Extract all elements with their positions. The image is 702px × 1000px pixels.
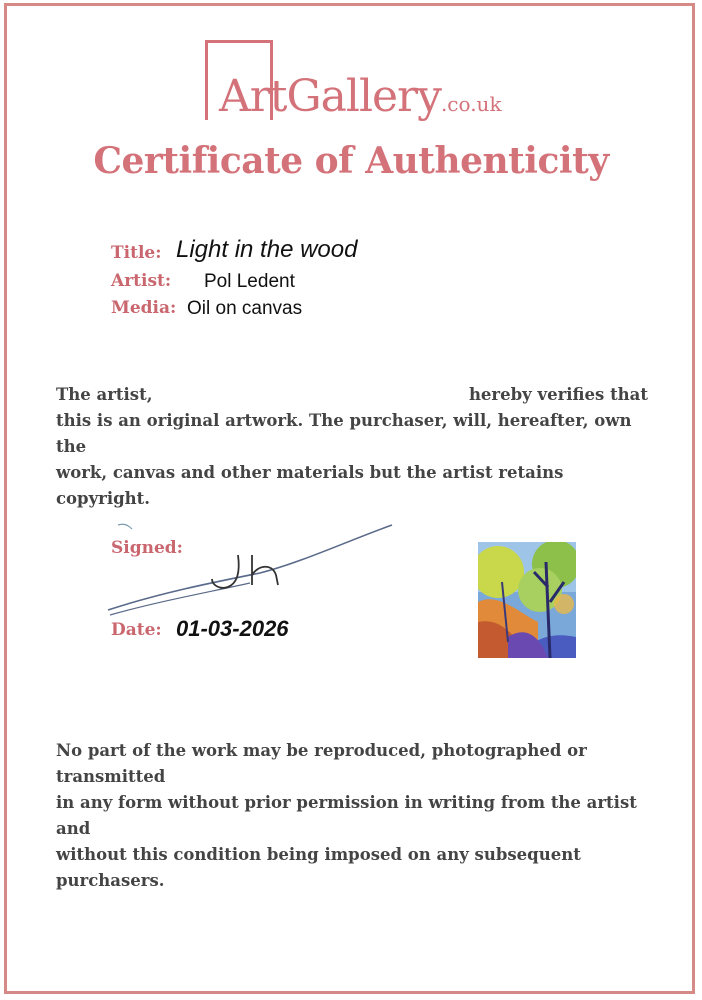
artist-label: Artist: [111, 271, 172, 291]
artgallery-logo [205, 40, 535, 130]
title-label: Title: [111, 243, 162, 263]
logo-brand: ArtGallery [219, 71, 441, 122]
signed-label: Signed: [111, 538, 183, 558]
copyright-notice [56, 738, 648, 894]
title-value: Light in the wood [176, 236, 358, 263]
notice-line3: without this condition being imposed on any subsequent purchasers. [56, 845, 581, 890]
notice-line1: No part of the work may be reproduced, photographed or transmitted [56, 741, 587, 786]
artist-signature [100, 515, 400, 625]
statement-line3: work, canvas and other materials but the artist retains copyright. [56, 463, 564, 508]
notice-line2: in any form without prior permission in writing from the artist and [56, 793, 637, 838]
media-value: Oil on canvas [187, 298, 303, 319]
verification-statement [56, 382, 648, 512]
date-label: Date: [111, 620, 162, 640]
date-value: 01-03-2026 [176, 616, 289, 641]
logo-domain: .co.uk [440, 92, 502, 116]
artist-value: Pol Ledent [204, 271, 295, 292]
media-label: Media: [111, 298, 177, 318]
artwork-thumbnail [478, 542, 576, 658]
certificate-title: Certificate of Authenticity [93, 140, 609, 182]
statement-line1-end: hereby verifies that [468, 385, 648, 404]
statement-line2: this is an original artwork. The purchaser, will, hereafter, own the [56, 411, 632, 456]
statement-line1-start: The artist, [56, 385, 153, 404]
